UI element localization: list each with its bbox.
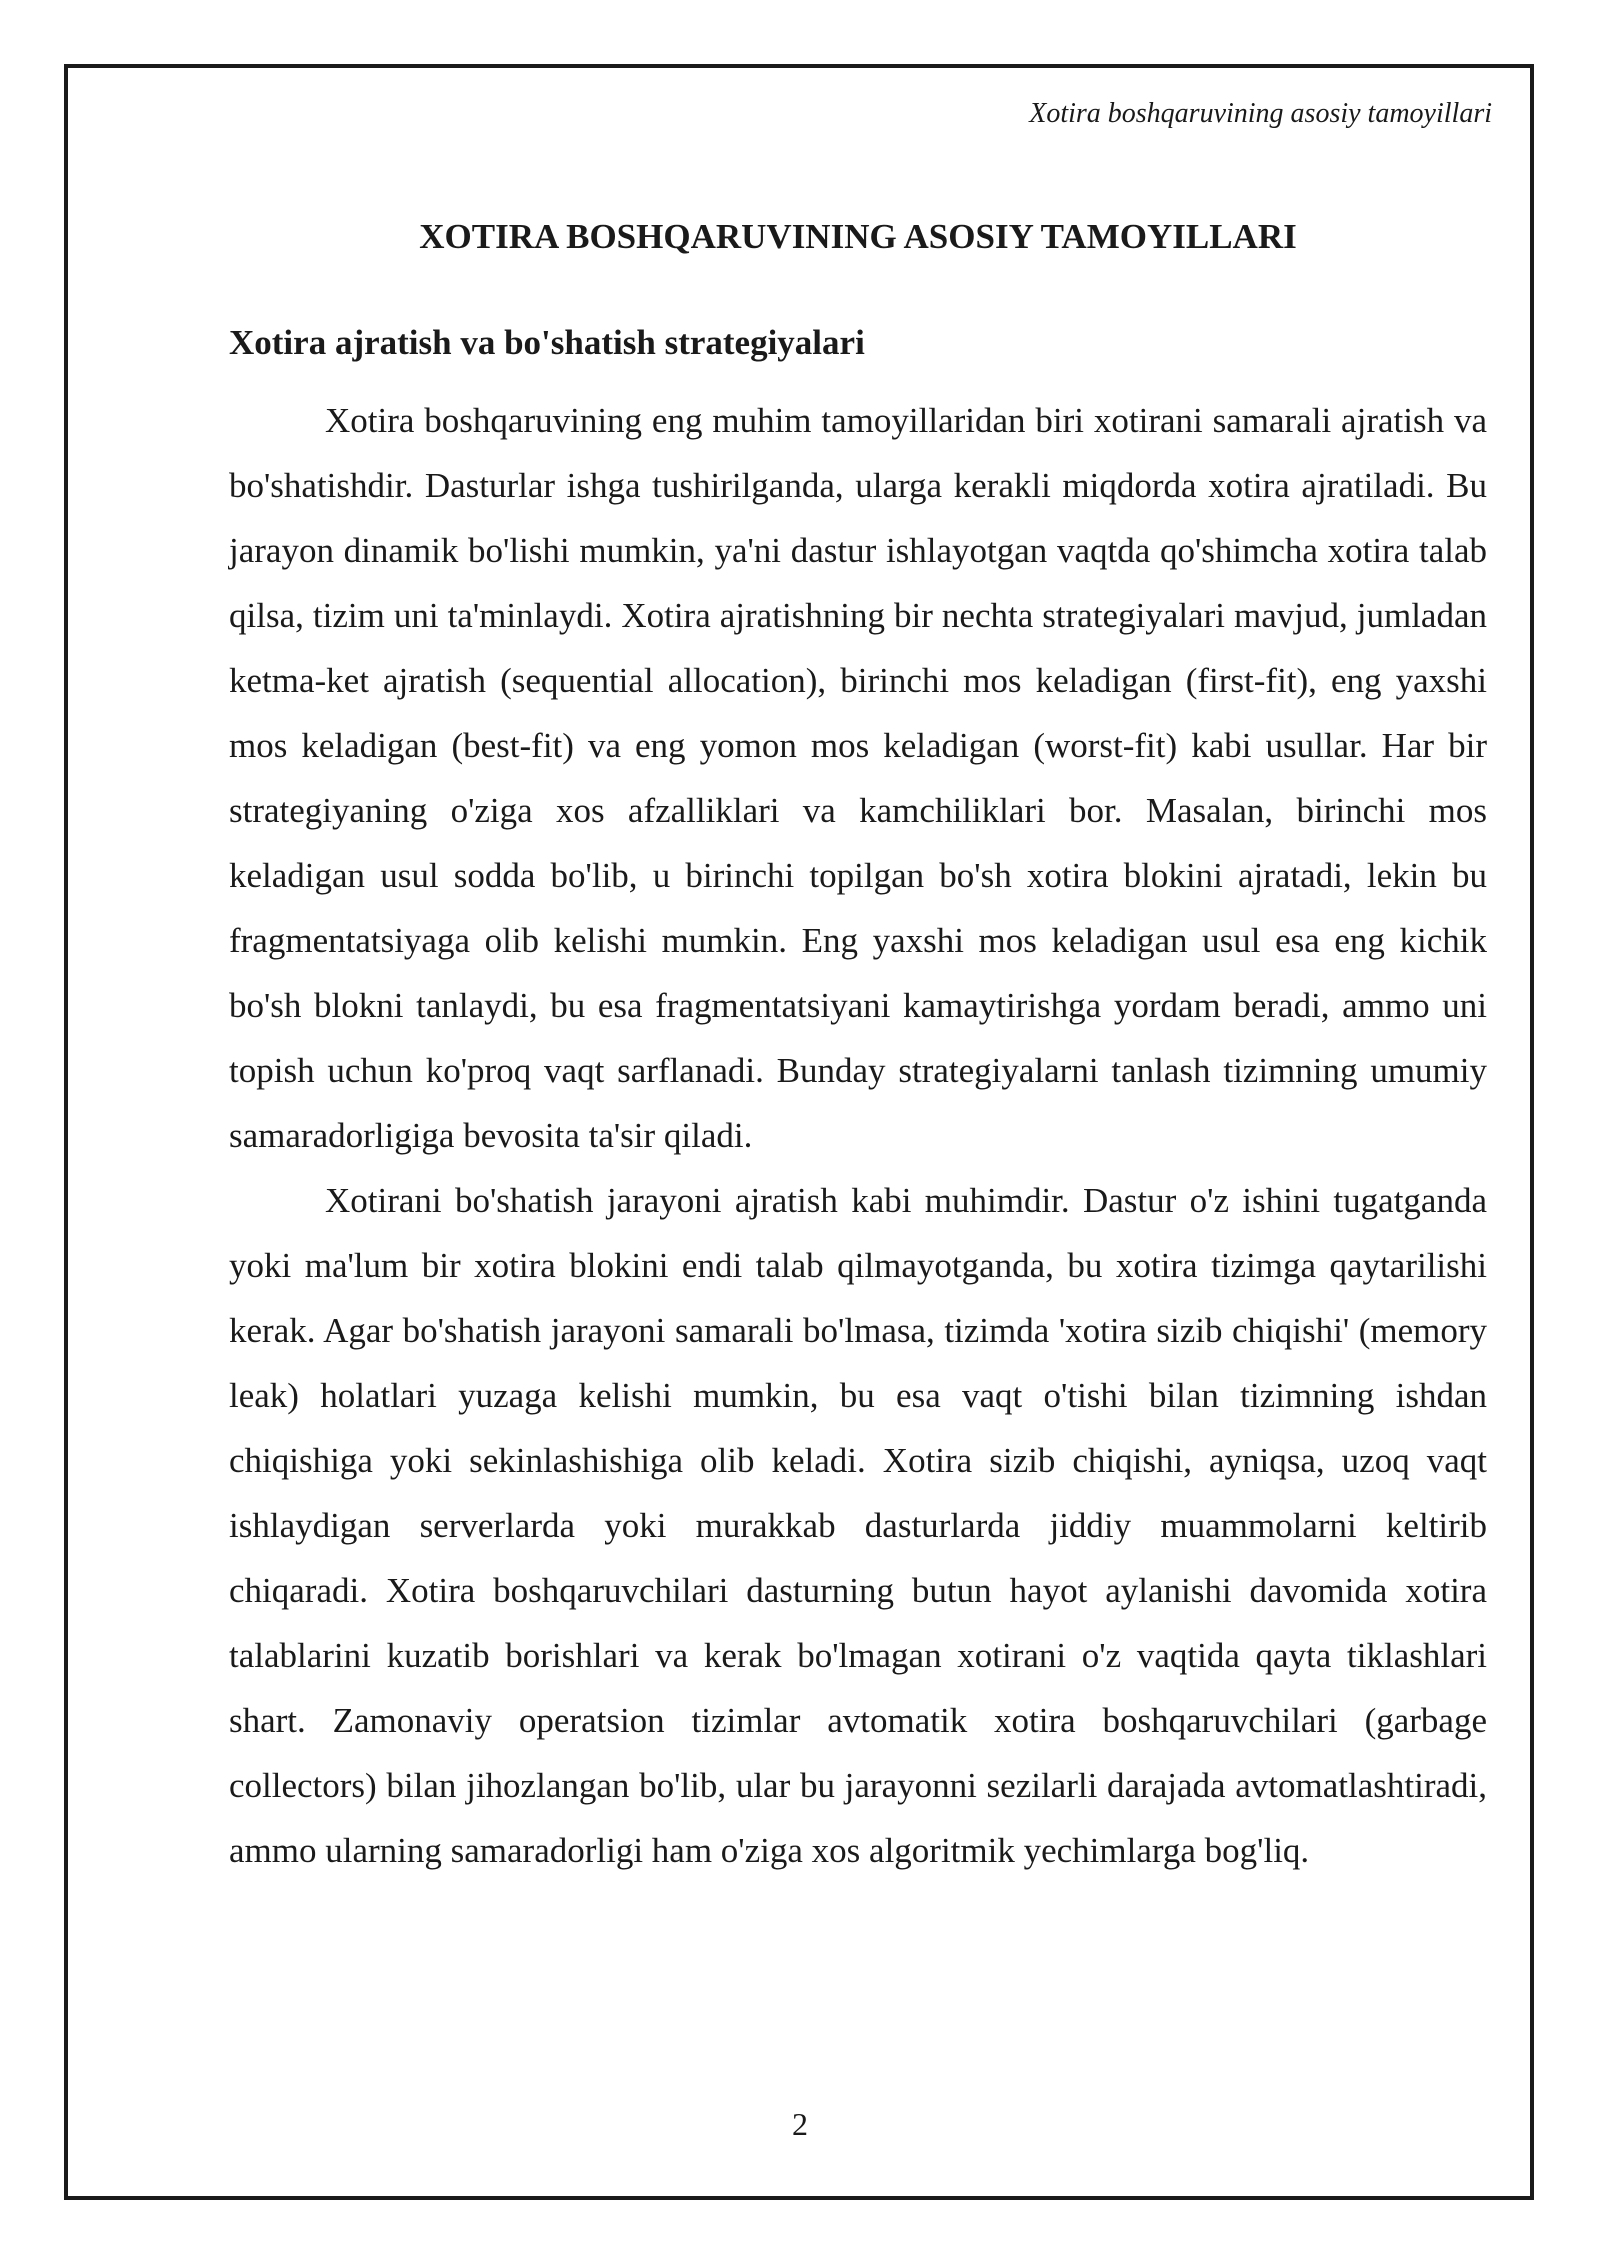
running-header: Xotira boshqaruvining asosiy tamoyillari <box>1029 98 1492 129</box>
page-content <box>229 210 1487 1883</box>
page-number: 2 <box>792 2106 808 2142</box>
body-paragraph-1: Xotira boshqaruvining eng muhim tamoyillaridan biri xotirani samarali ajratish va bo'shatishdir. Dasturlar ishga tushirilganda, ularga kerakli miqdorda xotira ajratiladi. Bu jarayon dinamik bo'lishi mumkin, ya'ni dastur ishlayotgan vaqtda qo'shimcha xotira talab qilsa, tizim uni ta'minlaydi. Xotira ajratishning bir nechta strategiyalari mavjud, jumladan ketma-ket ajratish (sequential allocation), birinchi mos keladigan (first-fit), eng yaxshi mos keladigan (best-fit) va eng yomon mos keladigan (worst-fit) kabi usullar. Har bir strategiyaning o'ziga xos afzalliklari va kamchiliklari bor. Masalan, birinchi mos keladigan usul sodda bo'lib, u birinchi topilgan bo'sh xotira blokini ajratadi, lekin bu fragmentatsiyaga olib kelishi mumkin. Eng yaxshi mos keladigan usul esa eng kichik bo'sh blokni tanlaydi, bu esa fragmentatsiyani kamaytirishga yordam beradi, ammo uni topish uchun ko'proq vaqt sarflanadi. Bunday strategiyalarni tanlash tizimning umumiy samaradorligiga bevosita ta'sir qiladi. <box>229 401 1487 1155</box>
document-title: XOTIRA BOSHQARUVINING ASOSIY TAMOYILLARI <box>419 217 1297 256</box>
section-heading: Xotira ajratish va bo'shatish strategiyalari <box>229 323 865 362</box>
body-paragraph-2: Xotirani bo'shatish jarayoni ajratish kabi muhimdir. Dastur o'z ishini tugatganda yoki ma'lum bir xotira blokini endi talab qilmayotganda, bu xotira tizimga qaytarilishi kerak. Agar bo'shatish jarayoni samarali bo'lmasa, tizimda 'xotira sizib chiqishi' (memory leak) holatlari yuzaga kelishi mumkin, bu esa vaqt o'tishi bilan tizimning ishdan chiqishiga yoki sekinlashishiga olib keladi. Xotira sizib chiqishi, ayniqsa, uzoq vaqt ishlaydigan serverlarda yoki murakkab dasturlarda jiddiy muammolarni keltirib chiqaradi. Xotira boshqaruvchilari dasturning butun hayot aylanishi davomida xotira talablarini kuzatib borishlari va kerak bo'lmagan xotirani o'z vaqtida qayta tiklashlari shart. Zamonaviy operatsion tizimlar avtomatik xotira boshqaruvchilari (garbage collectors) bilan jihozlangan bo'lib, ular bu jarayonni sezilarli darajada avtomatlashtiradi, ammo ularning samaradorligi ham o'ziga xos algoritmik yechimlarga bog'liq. <box>229 1181 1487 1870</box>
